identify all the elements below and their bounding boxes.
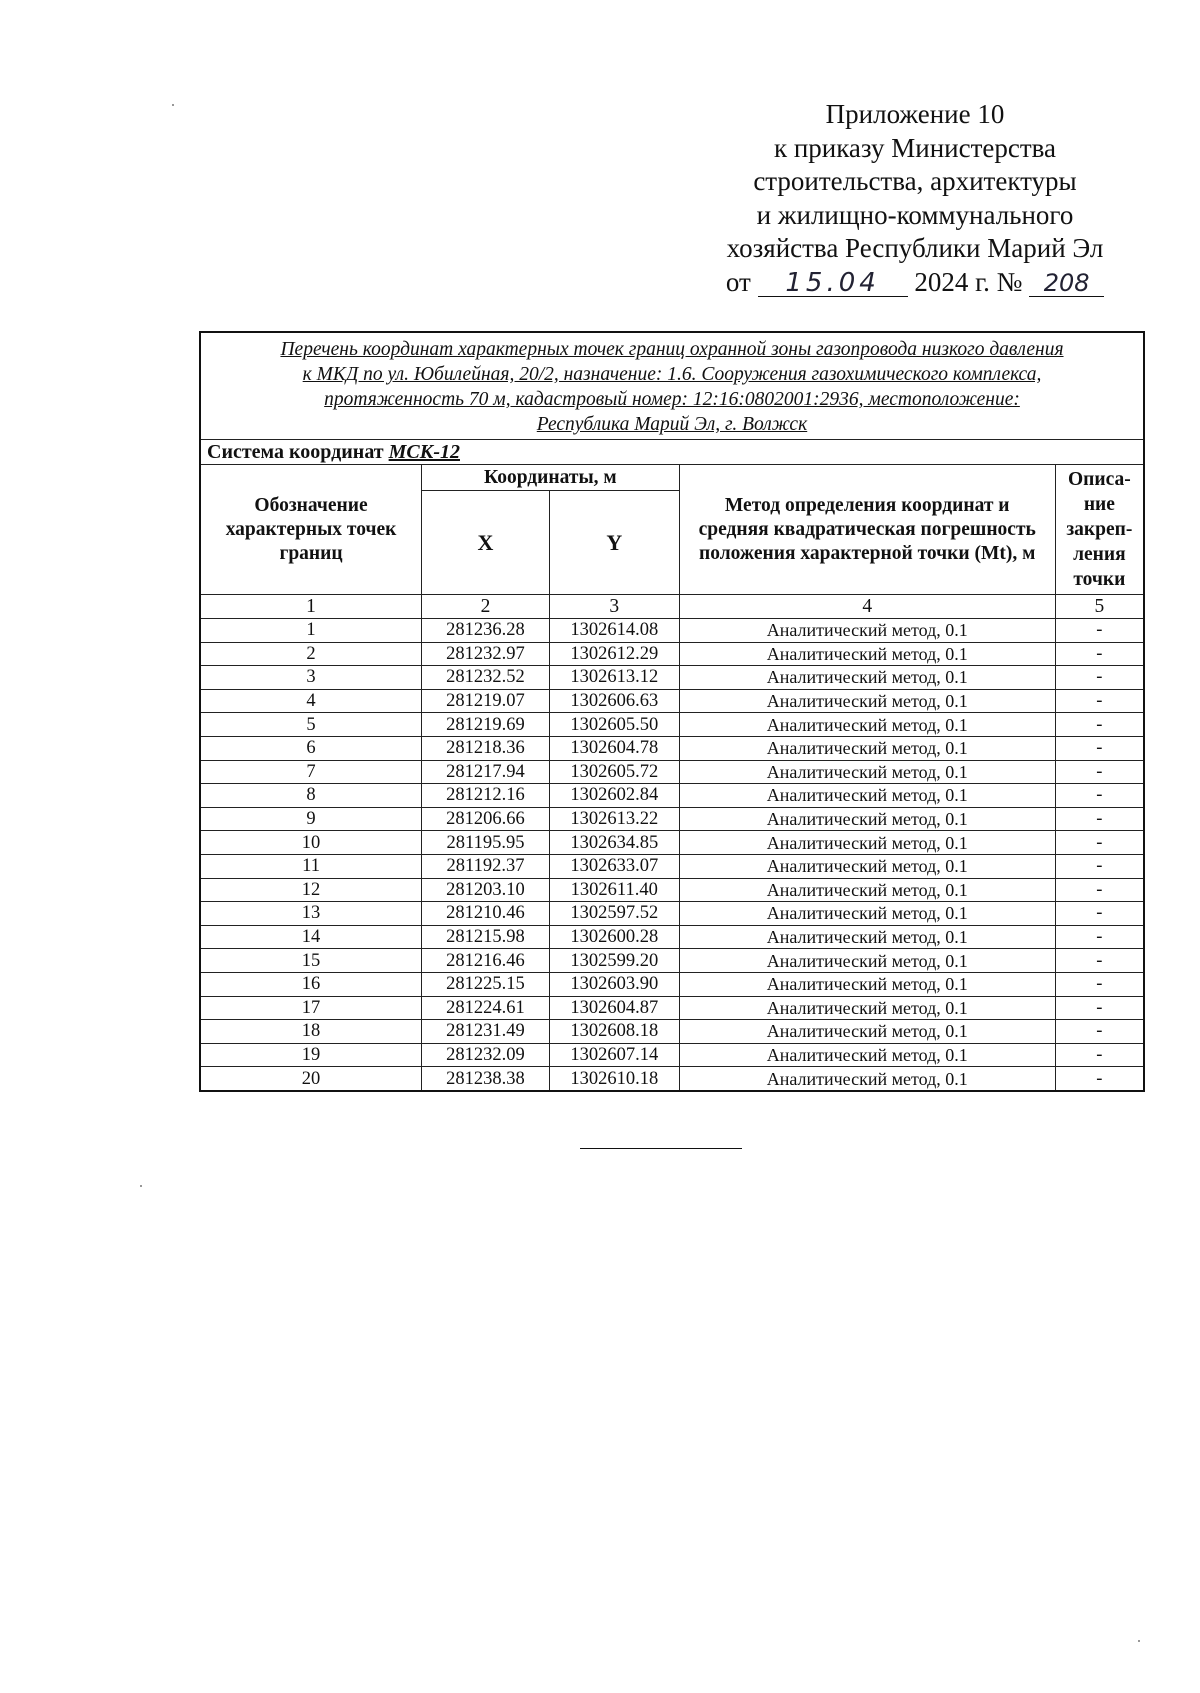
caption-line: Республика Марий Эл, г. Волжск	[536, 414, 808, 435]
cell-desc: -	[1055, 619, 1144, 643]
coordinates-table	[199, 331, 1145, 1092]
cell-method: Аналитический метод, 0.1	[679, 689, 1055, 713]
header-y: Y	[549, 491, 679, 595]
cell-method: Аналитический метод, 0.1	[679, 760, 1055, 784]
cell-y: 1302633.07	[549, 854, 679, 878]
table-row	[200, 1067, 1144, 1091]
coordinate-system	[200, 440, 1144, 465]
cell-method: Аналитический метод, 0.1	[679, 642, 1055, 666]
coordinate-system-label: Система координат	[207, 441, 384, 463]
cell-desc: -	[1055, 642, 1144, 666]
cell-n: 17	[200, 996, 422, 1020]
cell-x: 281215.98	[422, 925, 550, 949]
cell-y: 1302603.90	[549, 972, 679, 996]
handwritten-date: 15.04	[758, 270, 908, 297]
table-row	[200, 1020, 1144, 1044]
header-x: X	[422, 491, 550, 595]
cell-n: 16	[200, 972, 422, 996]
cell-desc: -	[1055, 807, 1144, 831]
caption-line: Перечень координат характерных точек границ охранной зоны газопровода низкого давления	[280, 339, 1064, 360]
cell-desc: -	[1055, 972, 1144, 996]
table-row	[200, 736, 1144, 760]
cell-method: Аналитический метод, 0.1	[679, 972, 1055, 996]
cell-x: 281217.94	[422, 760, 550, 784]
cell-method: Аналитический метод, 0.1	[679, 619, 1055, 643]
closing-rule	[580, 1148, 742, 1149]
cell-method: Аналитический метод, 0.1	[679, 902, 1055, 926]
column-number: 4	[679, 595, 1055, 619]
cell-x: 281219.69	[422, 713, 550, 737]
cell-x: 281238.38	[422, 1067, 550, 1091]
cell-desc: -	[1055, 949, 1144, 973]
cell-x: 281232.09	[422, 1043, 550, 1067]
cell-x: 281219.07	[422, 689, 550, 713]
table-row	[200, 996, 1144, 1020]
table-row	[200, 666, 1144, 690]
header-line: хозяйства Республики Марий Эл	[726, 233, 1104, 263]
cell-method: Аналитический метод, 0.1	[679, 807, 1055, 831]
cell-n: 6	[200, 736, 422, 760]
appendix-header	[690, 98, 1140, 299]
cell-n: 18	[200, 1020, 422, 1044]
cell-x: 281225.15	[422, 972, 550, 996]
header-line: Приложение 10	[825, 99, 1005, 129]
header-point: Обозначение характерных точек границ	[200, 465, 422, 595]
cell-method: Аналитический метод, 0.1	[679, 1020, 1055, 1044]
cell-n: 1	[200, 619, 422, 643]
column-number: 2	[422, 595, 550, 619]
order-date-line	[690, 266, 1140, 300]
cell-n: 2	[200, 642, 422, 666]
coordinate-system-value: МСК-12	[388, 441, 460, 463]
header-coords: Координаты, м	[422, 465, 680, 491]
cell-y: 1302602.84	[549, 784, 679, 808]
cell-n: 8	[200, 784, 422, 808]
cell-method: Аналитический метод, 0.1	[679, 996, 1055, 1020]
cell-n: 5	[200, 713, 422, 737]
cell-x: 281195.95	[422, 831, 550, 855]
cell-x: 281212.16	[422, 784, 550, 808]
cell-y: 1302614.08	[549, 619, 679, 643]
cell-method: Аналитический метод, 0.1	[679, 713, 1055, 737]
cell-desc: -	[1055, 831, 1144, 855]
header-line: строительства, архитектуры	[753, 166, 1077, 196]
cell-x: 281231.49	[422, 1020, 550, 1044]
cell-method: Аналитический метод, 0.1	[679, 831, 1055, 855]
cell-x: 281232.52	[422, 666, 550, 690]
cell-desc: -	[1055, 736, 1144, 760]
table-row	[200, 972, 1144, 996]
cell-desc: -	[1055, 1043, 1144, 1067]
header-method: Метод определения координат и средняя квадратическая погрешность положения характерной точки (Mt), м	[679, 465, 1055, 595]
cell-y: 1302605.50	[549, 713, 679, 737]
table-row	[200, 949, 1144, 973]
scan-speck	[1138, 1640, 1140, 1642]
table-row	[200, 619, 1144, 643]
cell-y: 1302611.40	[549, 878, 679, 902]
year-text: 2024 г. №	[914, 266, 1023, 297]
cell-n: 15	[200, 949, 422, 973]
cell-desc: -	[1055, 854, 1144, 878]
cell-x: 281210.46	[422, 902, 550, 926]
cell-y: 1302597.52	[549, 902, 679, 926]
cell-x: 281232.97	[422, 642, 550, 666]
cell-y: 1302634.85	[549, 831, 679, 855]
table-row	[200, 760, 1144, 784]
cell-n: 19	[200, 1043, 422, 1067]
column-number: 5	[1055, 595, 1144, 619]
header-description: Описа-ние закреп-ления точки	[1055, 465, 1144, 595]
header-line: к приказу Министерства	[773, 132, 1057, 163]
cell-y: 1302610.18	[549, 1067, 679, 1091]
handwritten-order-number: 208	[1029, 270, 1104, 297]
cell-desc: -	[1055, 1020, 1144, 1044]
cell-desc: -	[1055, 666, 1144, 690]
cell-x: 281218.36	[422, 736, 550, 760]
cell-method: Аналитический метод, 0.1	[679, 736, 1055, 760]
cell-y: 1302607.14	[549, 1043, 679, 1067]
cell-y: 1302604.78	[549, 736, 679, 760]
cell-y: 1302613.12	[549, 666, 679, 690]
cell-y: 1302599.20	[549, 949, 679, 973]
cell-y: 1302608.18	[549, 1020, 679, 1044]
cell-n: 10	[200, 831, 422, 855]
cell-desc: -	[1055, 1067, 1144, 1091]
cell-y: 1302604.87	[549, 996, 679, 1020]
cell-y: 1302605.72	[549, 760, 679, 784]
cell-n: 12	[200, 878, 422, 902]
cell-n: 20	[200, 1067, 422, 1091]
cell-method: Аналитический метод, 0.1	[679, 925, 1055, 949]
cell-desc: -	[1055, 713, 1144, 737]
table-row	[200, 831, 1144, 855]
table-row	[200, 784, 1144, 808]
table-row	[200, 642, 1144, 666]
cell-desc: -	[1055, 996, 1144, 1020]
cell-n: 7	[200, 760, 422, 784]
table-row	[200, 807, 1144, 831]
cell-n: 14	[200, 925, 422, 949]
date-prefix: от	[725, 266, 751, 297]
cell-y: 1302606.63	[549, 689, 679, 713]
cell-y: 1302600.28	[549, 925, 679, 949]
table-row	[200, 689, 1144, 713]
caption-line: протяженность 70 м, кадастровый номер: 12:16:0802001:2936, местоположение:	[324, 389, 1020, 410]
cell-x: 281224.61	[422, 996, 550, 1020]
cell-method: Аналитический метод, 0.1	[679, 784, 1055, 808]
cell-x: 281203.10	[422, 878, 550, 902]
header-line: и жилищно-коммунального	[756, 199, 1074, 230]
caption-line: к МКД по ул. Юбилейная, 20/2, назначение: 1.6. Сооружения газохимического комплекса,	[302, 364, 1042, 385]
column-number: 3	[549, 595, 679, 619]
cell-desc: -	[1055, 902, 1144, 926]
scan-speck	[140, 1185, 142, 1187]
cell-n: 4	[200, 689, 422, 713]
cell-y: 1302612.29	[549, 642, 679, 666]
cell-n: 9	[200, 807, 422, 831]
cell-n: 3	[200, 666, 422, 690]
cell-n: 11	[200, 854, 422, 878]
table-row	[200, 925, 1144, 949]
cell-x: 281206.66	[422, 807, 550, 831]
cell-y: 1302613.22	[549, 807, 679, 831]
cell-desc: -	[1055, 784, 1144, 808]
table-row	[200, 1043, 1144, 1067]
cell-x: 281236.28	[422, 619, 550, 643]
cell-method: Аналитический метод, 0.1	[679, 666, 1055, 690]
column-number-row	[200, 595, 1144, 619]
cell-x: 281192.37	[422, 854, 550, 878]
table-caption	[200, 332, 1144, 440]
cell-desc: -	[1055, 878, 1144, 902]
table-body	[200, 619, 1144, 1091]
table-row	[200, 878, 1144, 902]
cell-method: Аналитический метод, 0.1	[679, 854, 1055, 878]
table-row	[200, 854, 1144, 878]
cell-method: Аналитический метод, 0.1	[679, 1043, 1055, 1067]
column-number: 1	[200, 595, 422, 619]
scan-speck	[172, 104, 174, 106]
cell-desc: -	[1055, 760, 1144, 784]
table-row	[200, 713, 1144, 737]
cell-desc: -	[1055, 925, 1144, 949]
cell-method: Аналитический метод, 0.1	[679, 1067, 1055, 1091]
cell-x: 281216.46	[422, 949, 550, 973]
cell-method: Аналитический метод, 0.1	[679, 878, 1055, 902]
cell-n: 13	[200, 902, 422, 926]
cell-desc: -	[1055, 689, 1144, 713]
cell-method: Аналитический метод, 0.1	[679, 949, 1055, 973]
table-row	[200, 902, 1144, 926]
